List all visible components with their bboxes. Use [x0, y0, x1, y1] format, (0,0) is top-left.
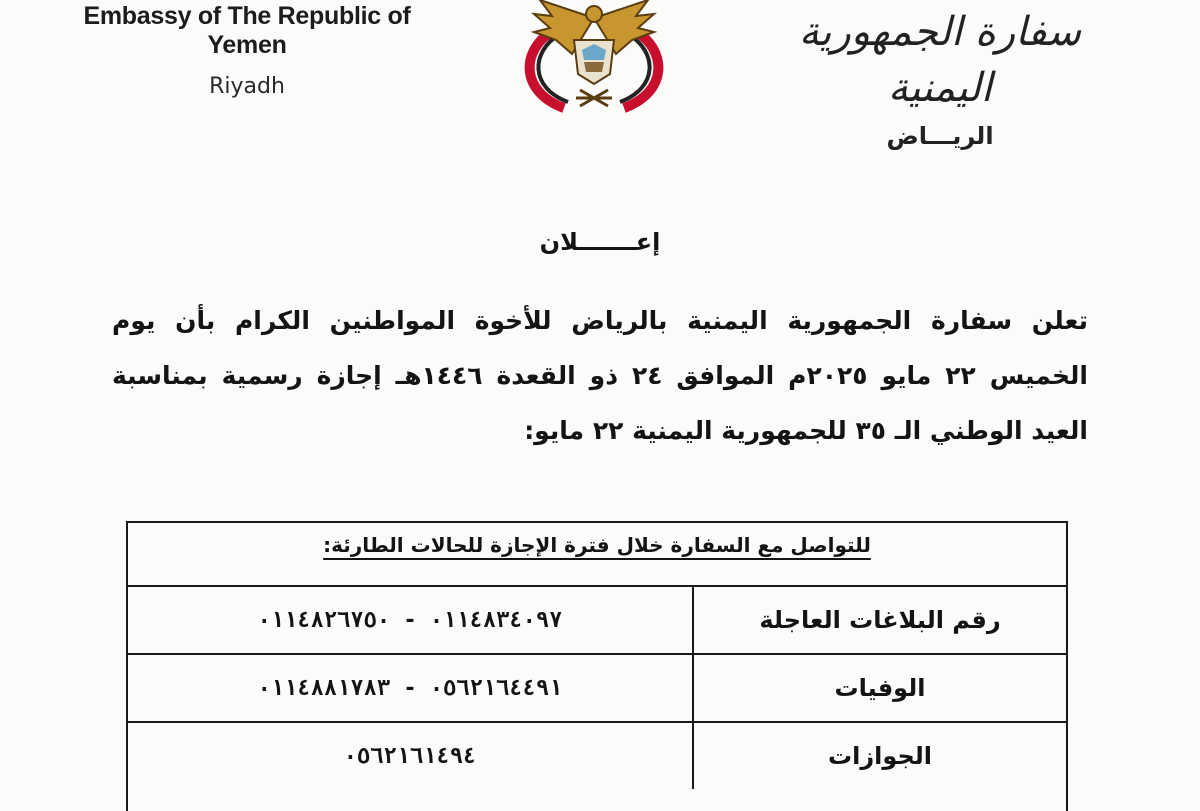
city-english: Riyadh [209, 74, 285, 99]
contacts-caption-text: للتواصل مع السفارة خلال فترة الإجازة للحالات الطارئة: [323, 533, 871, 557]
table-row [128, 655, 1066, 723]
contact-number-urgent: ٠١١٤٨٣٤٠٩٧ - ٠١١٤٨٢٦٧٥٠ [257, 607, 563, 633]
contact-number-deaths: ٠٥٦٢١٦٤٤٩١ - ٠١١٤٨٨١٧٨٣ [257, 675, 563, 701]
table-row [128, 723, 1066, 789]
contact-label-passports: الجوازات [692, 723, 1066, 789]
announcement-heading: إعـــــــلان [539, 228, 661, 256]
city-arabic: الريـــاض [886, 122, 994, 150]
embassy-header-english [52, 2, 442, 99]
contact-label-urgent: رقم البلاغات العاجلة [692, 587, 1066, 653]
contact-label-deaths: الوفيات [692, 655, 1066, 721]
announcement-body: تعلن سفارة الجمهورية اليمنية بالرياض للأخوة المواطنين الكرام بأن يوم الخميس ٢٢ مايو ٢٠٢٥م الموافق ٢٤ ذو القعدة ١٤٤٦هـ إجازة رسمية بمناسبة العيد الوطني الـ ٣٥ للجمهورية اليمنية ٢٢ مايو: [112, 306, 1088, 445]
eagle-head [586, 6, 602, 22]
yemen-eagle-emblem [494, 0, 694, 118]
embassy-name-english: Embassy of The Republic of Yemen [83, 2, 411, 59]
embassy-name-arabic: سفارة الجمهورية اليمنية [798, 9, 1082, 111]
table-row [128, 587, 1066, 655]
contacts-table [126, 521, 1068, 811]
contact-number-passports: ٠٥٦٢١٦١٤٩٤ [343, 743, 477, 769]
embassy-header-arabic [750, 4, 1130, 150]
crossed-daggers [576, 90, 612, 106]
contacts-table-caption [128, 523, 1066, 587]
